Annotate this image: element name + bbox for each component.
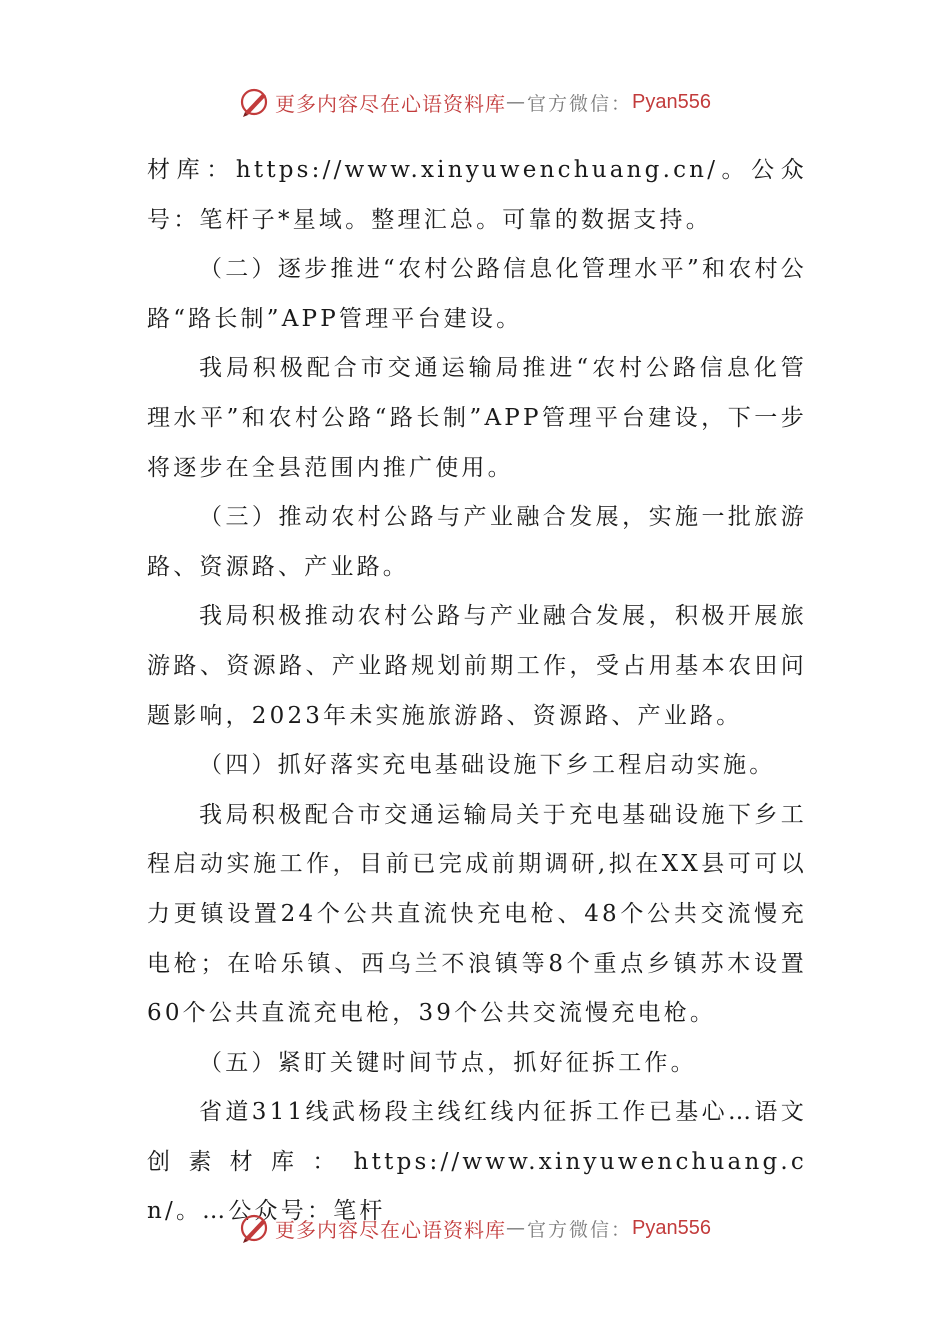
section-heading-3: （三）推动农村公路与产业融合发展，实施一批旅游路、资源路、产业路。 bbox=[147, 504, 807, 580]
footer-site-text: 更多内容尽在心语资料库 bbox=[275, 1217, 506, 1242]
footer-wechat-id: Pyan556 bbox=[632, 1216, 711, 1239]
footer-separator: — bbox=[506, 1217, 527, 1239]
header-site-text: 更多内容尽在心语资料库 bbox=[275, 91, 506, 116]
paragraph-continuation: 材库：https://www.xinyuwenchuang.cn/。公众号：笔杆子*星域。整理汇总。可靠的数据支持。 bbox=[147, 157, 807, 233]
header-separator: — bbox=[506, 91, 527, 113]
pen-logo-icon bbox=[239, 86, 271, 118]
paragraph: 我局积极推动农村公路与产业融合发展，积极开展旅游路、资源路、产业路规划前期工作，受占用基本农田问题影响，2023年未实施旅游路、资源路、产业路。 bbox=[147, 603, 807, 729]
section-heading-2: （二）逐步推进“农村公路信息化管理水平”和农村公路“路长制”APP管理平台建设。 bbox=[147, 256, 807, 332]
document-body bbox=[147, 146, 807, 1237]
paragraph: 省道311线武杨段主线红线内征拆工作已基心…语文创素材库：https://www.xinyuwenchuang.cn/。…公众号：笔杆 bbox=[147, 1099, 807, 1225]
paragraph: 我局积极配合市交通运输局推进“农村公路信息化管理水平”和农村公路“路长制”APP管理平台建设，下一步将逐步在全县范围内推广使用。 bbox=[147, 355, 807, 481]
section-heading-5: （五）紧盯关键时间节点，抓好征拆工作。 bbox=[199, 1049, 697, 1076]
paragraph: 我局积极配合市交通运输局关于充电基础设施下乡工程启动实施工作，目前已完成前期调研,拟在XX县可可以力更镇设置24个公共直流快充电枪、48个公共交流慢充电枪；在哈乐镇、西乌兰不浪镇等8个重点乡镇苏木设置60个公共直流充电枪，39个公共交流慢充电枪。 bbox=[147, 801, 807, 1027]
header-wechat-label: 官方微信： bbox=[527, 92, 633, 115]
section-heading-4: （四）抓好落实充电基础设施下乡工程启动实施。 bbox=[199, 752, 776, 779]
pen-logo-icon bbox=[239, 1212, 271, 1244]
header-wechat-id: Pyan556 bbox=[632, 90, 711, 113]
footer-banner bbox=[0, 1208, 950, 1248]
footer-wechat-label: 官方微信： bbox=[527, 1218, 633, 1241]
header-banner bbox=[0, 82, 950, 122]
